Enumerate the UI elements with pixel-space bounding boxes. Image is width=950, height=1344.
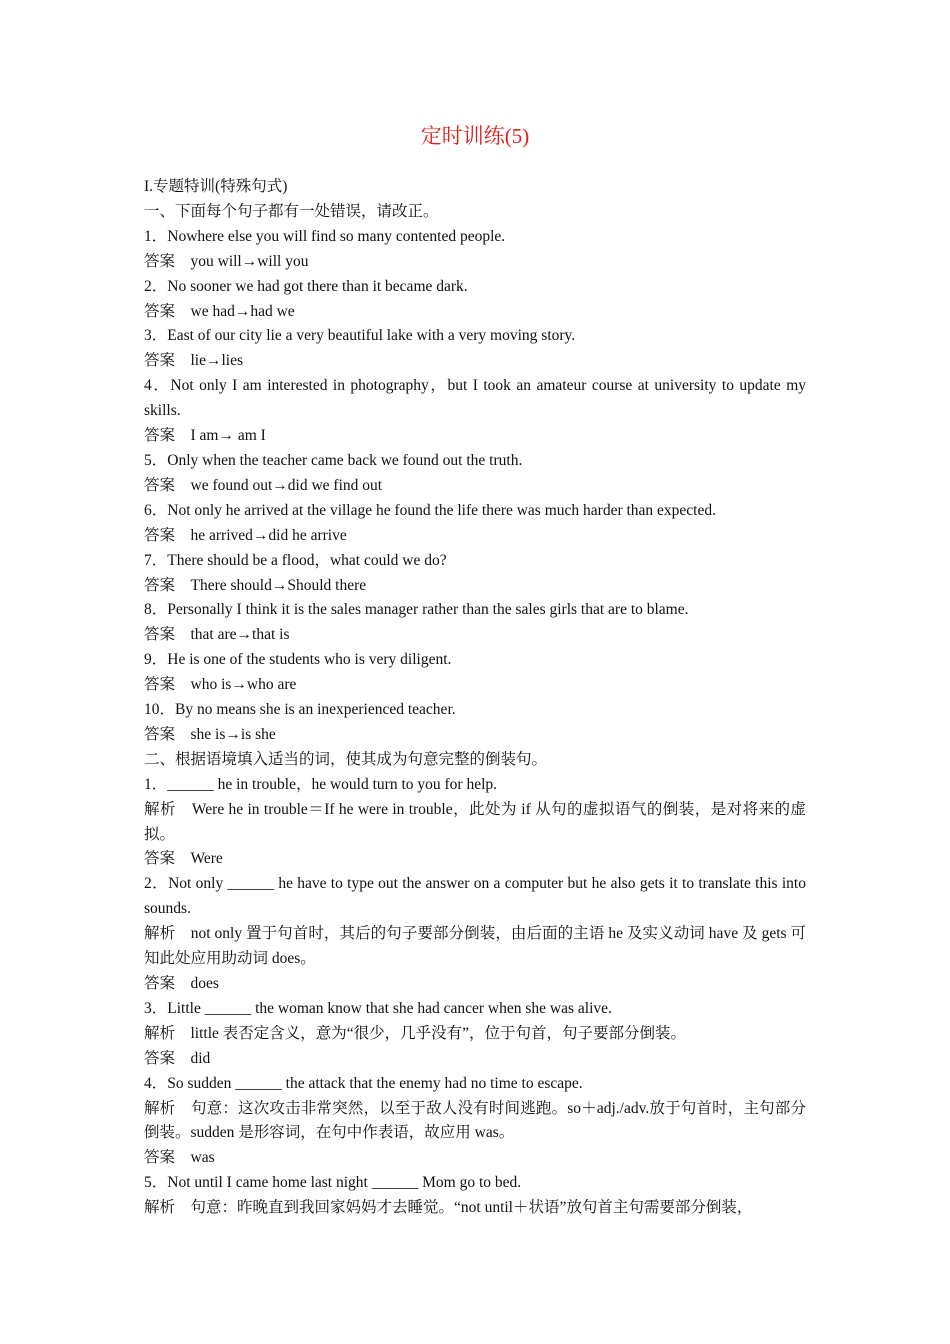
text-line: 2．Not only ______ he have to type out the answer on a computer but he also gets it to translate this into sounds. — [144, 875, 806, 918]
text-line: 4．Not only I am interested in photography，but I took an amateur course at university to update my skills. — [144, 377, 806, 420]
text-line: 4．So sudden ______ the attack that the enemy had no time to escape. — [144, 1074, 583, 1092]
text-line: 7．There should be a flood，what could we do? — [144, 551, 447, 569]
text-line: 1．Nowhere else you will find so many contented people. — [144, 227, 506, 245]
text-line: 答案 we found out→did we find out — [144, 476, 383, 494]
text-line: 3．Little ______ the woman know that she had cancer when she was alive. — [144, 999, 612, 1017]
text-line: I.专题特训(特殊句式) — [144, 178, 288, 195]
text-line: 答案 I am→ am I — [144, 427, 266, 445]
text-line: 解析 Were he in trouble＝If he were in trouble，此处为 if 从句的虚拟语气的倒装，是对将来的虚拟。 — [144, 800, 806, 843]
text-line: 答案 she is→is she — [144, 725, 276, 743]
text-line: 解析 句意：这次攻击非常突然，以至于敌人没有时间逃跑。so＋adj./adv.放于句首时，主句部分倒装。sudden 是形容词，在句中作表语，故应用 was。 — [144, 1099, 806, 1142]
text-line: 答案 does — [144, 975, 219, 992]
text-line: 6．Not only he arrived at the village he found the life there was much harder than expected. — [144, 501, 716, 519]
text-line: 答案 that are→that is — [144, 626, 290, 644]
text-line: 答案 he arrived→did he arrive — [144, 526, 347, 544]
text-line: 1．______ he in trouble，he would turn to you for help. — [144, 775, 498, 793]
text-line: 答案 Were — [144, 850, 223, 868]
text-line: 答案 lie→lies — [144, 352, 244, 370]
text-line: 5．Not until I came home last night ______ Mom go to bed. — [144, 1174, 522, 1192]
text-line: 解析 句意：昨晚直到我回家妈妈才去睡觉。“not until＋状语”放句首主句需要部分倒装， — [144, 1199, 753, 1217]
text-line: 答案 did — [144, 1049, 211, 1067]
page-title: 定时训练(5) — [420, 124, 530, 148]
text-line: 答案 who is→who are — [144, 676, 297, 694]
text-line: 答案 There should→Should there — [144, 576, 367, 594]
text-line: 解析 little 表否定含义，意为“很少，几乎没有”，位于句首，句子要部分倒装。 — [144, 1024, 687, 1042]
text-line: 2．No sooner we had got there than it became dark. — [144, 277, 468, 295]
document-body — [144, 175, 806, 1221]
text-line: 一、下面每个句子都有一处错误，请改正。 — [144, 202, 439, 220]
text-line: 10．By no means she is an inexperienced teacher. — [144, 701, 456, 719]
text-line: 解析 not only 置于句首时，其后的句子要部分倒装，由后面的主语 he 及实义动词 have 及 gets 可知此处应用助动词 does。 — [144, 925, 806, 968]
text-line: 答案 was — [144, 1149, 215, 1167]
text-line: 9．He is one of the students who is very diligent. — [144, 651, 452, 669]
text-line: 答案 you will→will you — [144, 252, 309, 270]
text-line: 答案 we had→had we — [144, 302, 295, 320]
text-line: 3．East of our city lie a very beautiful lake with a very moving story. — [144, 327, 576, 345]
text-line: 5．Only when the teacher came back we found out the truth. — [144, 451, 523, 469]
text-line: 二、根据语境填入适当的词，使其成为句意完整的倒装句。 — [144, 750, 548, 768]
text-line: 8．Personally I think it is the sales manager rather than the sales girls that are to blame. — [144, 601, 689, 619]
